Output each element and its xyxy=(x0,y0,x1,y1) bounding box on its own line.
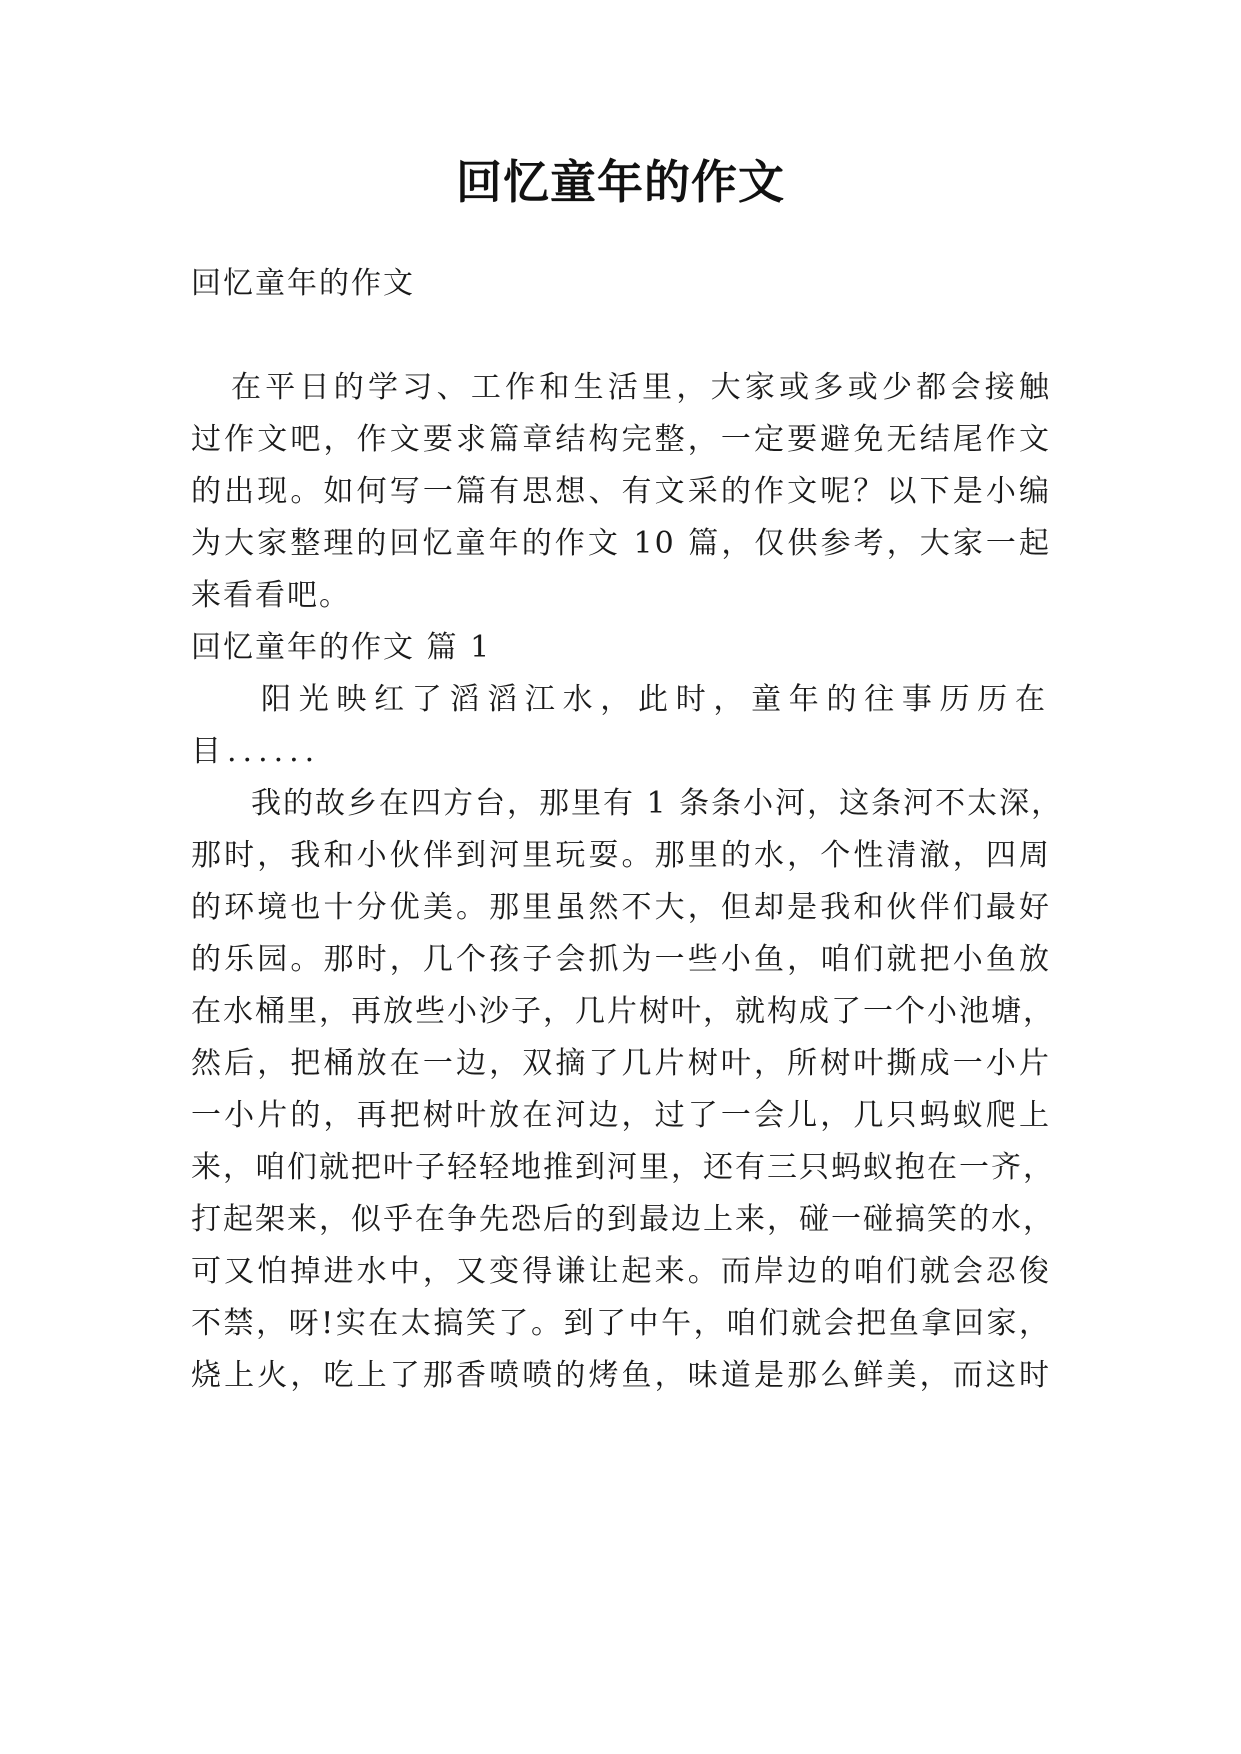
body-line: 烧上火，吃上了那香喷喷的烤鱼，味道是那么鲜美，而这时 xyxy=(191,1358,1051,1393)
body-line: 我的故乡在四方台，那里有 1 条条小河，这条河不太深， xyxy=(251,786,1064,821)
opening-line: 阳光映红了滔滔江水，此时，童年的往事历历在 xyxy=(261,682,1051,717)
opening-line: 目...... xyxy=(191,734,321,769)
body-line: 来，咱们就把叶子轻轻地推到河里，还有三只蚂蚁抱在一齐， xyxy=(191,1150,1055,1185)
body-line: 的乐园。那时，几个孩子会抓为一些小鱼，咱们就把小鱼放 xyxy=(191,942,1051,977)
body-line: 一小片的，再把树叶放在河边，过了一会儿，几只蚂蚁爬上 xyxy=(191,1098,1051,1133)
intro-line: 在平日的学习、工作和生活里，大家或多或少都会接触 xyxy=(231,370,1051,405)
body-line: 打起架来，似乎在争先恐后的到最边上来，碰一碰搞笑的水， xyxy=(191,1202,1055,1237)
body-line: 那时，我和小伙伴到河里玩耍。那里的水，个性清澈，四周 xyxy=(191,838,1051,873)
body-line: 在水桶里，再放些小沙子，几片树叶，就构成了一个小池塘， xyxy=(191,994,1055,1029)
section-heading: 回忆童年的作文 篇 1 xyxy=(191,630,492,665)
body-line: 可又怕掉进水中，又变得谦让起来。而岸边的咱们就会忍俊 xyxy=(191,1254,1051,1289)
body-line: 然后，把桶放在一边，双摘了几片树叶，所树叶撕成一小片 xyxy=(191,1046,1051,1081)
body-line: 的环境也十分优美。那里虽然不大，但却是我和伙伴们最好 xyxy=(191,890,1051,925)
document-title: 回忆童年的作文 xyxy=(456,155,785,209)
document-subtitle: 回忆童年的作文 xyxy=(191,266,415,301)
intro-line: 过作文吧，作文要求篇章结构完整，一定要避免无结尾作文 xyxy=(191,422,1051,457)
intro-line: 的出现。如何写一篇有思想、有文采的作文呢？以下是小编 xyxy=(191,474,1051,509)
intro-line: 为大家整理的回忆童年的作文 10 篇，仅供参考，大家一起 xyxy=(191,526,1051,561)
body-line: 不禁，呀!实在太搞笑了。到了中午，咱们就会把鱼拿回家， xyxy=(191,1306,1051,1341)
intro-line: 来看看吧。 xyxy=(191,578,351,613)
